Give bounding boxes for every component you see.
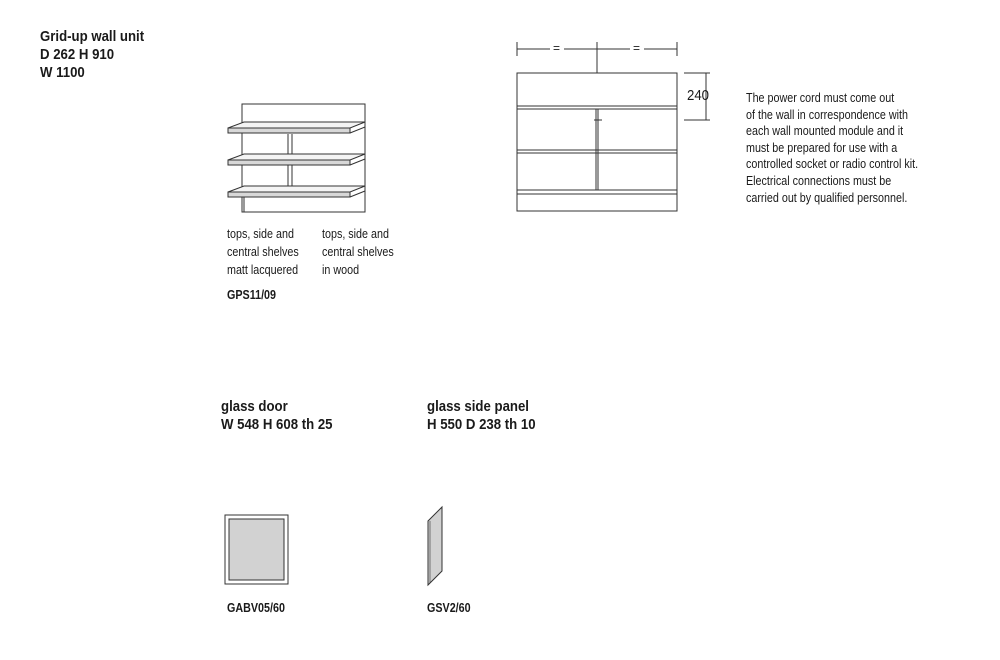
note-line: Electrical connections must be: [746, 173, 892, 188]
finish-matt-line: central shelves: [227, 245, 299, 259]
glass-side-panel-title: glass side panel: [427, 398, 529, 415]
product-dims-line1: D 262 H 910: [40, 46, 115, 63]
glass-side-panel-code: GSV2/60: [427, 601, 471, 615]
glass-side-panel-dims: H 550 D 238 th 10: [427, 416, 536, 433]
finish-matt-line: matt lacquered: [227, 263, 299, 277]
finish-matt-text: [227, 225, 299, 279]
shelf-unit-drawing: [220, 98, 370, 218]
finish-wood-line: in wood: [322, 263, 360, 277]
note-line: each wall mounted module and it: [746, 124, 904, 139]
glass-door-header: [221, 398, 333, 434]
note-line: must be prepared for use with a: [746, 140, 898, 155]
glass-door-code: GABV05/60: [227, 601, 285, 615]
finish-wood-line: tops, side and: [322, 227, 389, 241]
glass-side-panel-drawing: [424, 505, 446, 587]
front-elevation-drawing: [510, 38, 710, 218]
note-line: carried out by qualified personnel.: [746, 190, 908, 205]
product-title: Grid-up wall unit: [40, 28, 145, 45]
height-dimension-label: 240: [687, 87, 710, 104]
glass-door-dims: W 548 H 608 th 25: [221, 416, 333, 433]
note-line: of the wall in correspondence with: [746, 107, 908, 122]
product-dims-line2: W 1100: [40, 64, 85, 81]
note-line: The power cord must come out: [746, 91, 895, 105]
note-line: controlled socket or radio control kit.: [746, 157, 919, 172]
product-header: [40, 28, 144, 82]
glass-door-title: glass door: [221, 398, 288, 415]
finish-wood-line: central shelves: [322, 245, 394, 259]
equal-mark-right: =: [633, 41, 641, 55]
glass-side-panel-header: [427, 398, 536, 434]
finish-matt-line: tops, side and: [227, 227, 294, 241]
glass-door-drawing: [224, 514, 290, 586]
equal-mark-left: =: [553, 41, 561, 55]
model-code: GPS11/09: [227, 288, 277, 302]
power-cord-note: [746, 90, 918, 206]
finish-wood-text: [322, 225, 394, 279]
